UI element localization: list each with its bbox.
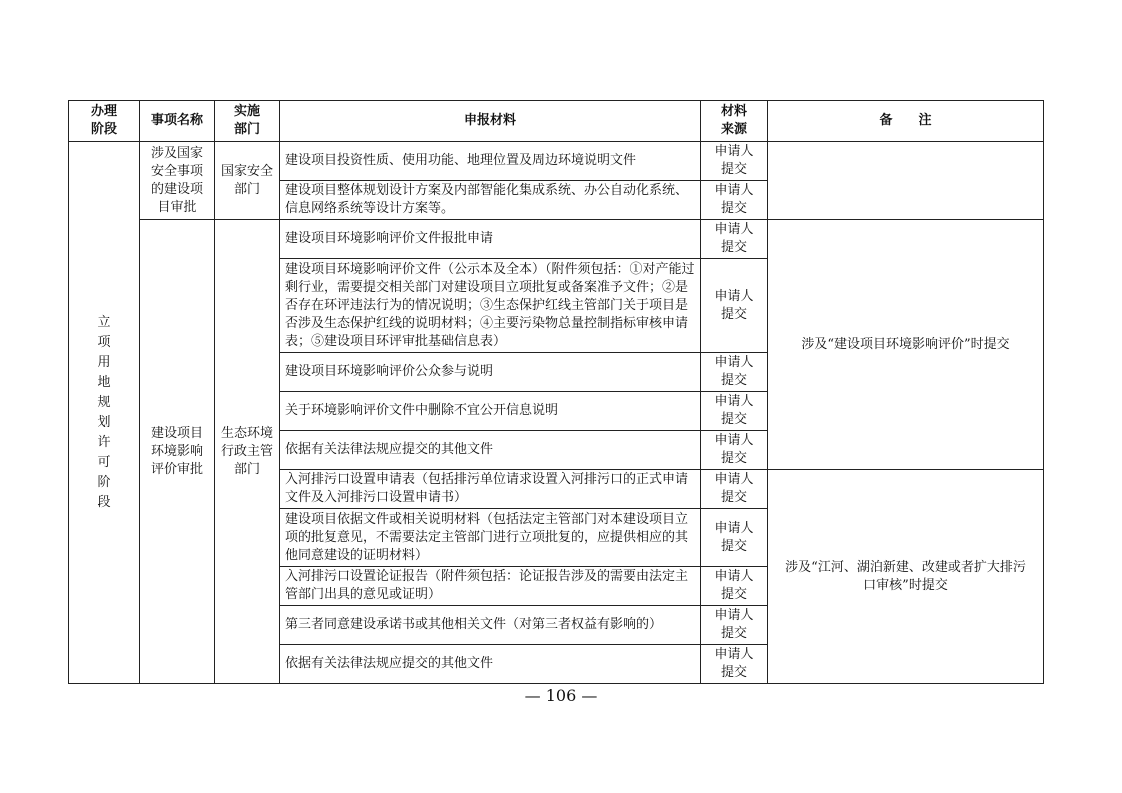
materials-table (68, 100, 1044, 684)
material-cell: 依据有关法律法规应提交的其他文件 (280, 431, 701, 470)
dept-cell-national-security: 国家安全部门 (215, 142, 280, 220)
table-row (69, 220, 1044, 259)
material-cell: 建设项目环境影响评价文件（公示本及全本）（附件须包括：①对产能过剩行业，需要提交相关部门对建设项目立项批复或备案准予文件；②是否存在环评违法行为的情况说明；③生态保护红线主管部门关于项目是否涉及生态保护红线的说明材料；④主要污染物总量控制指标审核申请表；⑤建设项目环评审批基础信息表） (280, 259, 701, 353)
header-row (69, 101, 1044, 142)
page-number: — 106 — (524, 686, 598, 705)
source-cell: 申请人 提交 (701, 392, 768, 431)
source-cell: 申请人 提交 (701, 142, 768, 181)
item-cell-national-security: 涉及国家安全事项的建设项目审批 (140, 142, 215, 220)
source-cell: 申请人 提交 (701, 353, 768, 392)
material-cell: 第三者同意建设承诺书或其他相关文件（对第三者权益有影响的） (280, 606, 701, 645)
material-cell: 建设项目环境影响评价文件报批申请 (280, 220, 701, 259)
item-cell-eia: 建设项目环境影响评价审批 (140, 220, 215, 684)
header-stage: 办理 阶段 (69, 101, 140, 142)
material-cell: 依据有关法律法规应提交的其他文件 (280, 645, 701, 684)
header-source: 材料 来源 (701, 101, 768, 142)
source-cell: 申请人 提交 (701, 645, 768, 684)
stage-cell: 立项 用地 规划 许可 阶段 (69, 142, 140, 684)
material-cell: 入河排污口设置论证报告（附件须包括：论证报告涉及的需要由法定主管部门出具的意见或证明） (280, 567, 701, 606)
material-cell: 建设项目环境影响评价公众参与说明 (280, 353, 701, 392)
header-dept: 实施 部门 (215, 101, 280, 142)
remark-cell-empty (768, 142, 1044, 220)
material-cell: 建设项目依据文件或相关说明材料（包括法定主管部门对本建设项目立项的批复意见，不需要法定主管部门进行立项批复的，应提供相应的其他同意建设的证明材料） (280, 509, 701, 567)
source-cell: 申请人 提交 (701, 470, 768, 509)
material-cell: 建设项目整体规划设计方案及内部智能化集成系统、办公自动化系统、信息网络系统等设计方案等。 (280, 181, 701, 220)
table-row (69, 142, 1044, 181)
material-cell: 关于环境影响评价文件中删除不宜公开信息说明 (280, 392, 701, 431)
source-cell: 申请人 提交 (701, 220, 768, 259)
source-cell: 申请人 提交 (701, 431, 768, 470)
source-cell: 申请人 提交 (701, 567, 768, 606)
material-cell: 入河排污口设置申请表（包括排污单位请求设置入河排污口的正式申请文件及入河排污口设置申请书） (280, 470, 701, 509)
source-cell: 申请人 提交 (701, 181, 768, 220)
remark-cell-eia: 涉及“建设项目环境影响评价”时提交 (768, 220, 1044, 470)
source-cell: 申请人 提交 (701, 259, 768, 353)
source-cell: 申请人 提交 (701, 509, 768, 567)
header-remark: 备 注 (768, 101, 1044, 142)
source-cell: 申请人 提交 (701, 606, 768, 645)
header-material: 申报材料 (280, 101, 701, 142)
material-cell: 建设项目投资性质、使用功能、地理位置及周边环境说明文件 (280, 142, 701, 181)
header-item: 事项名称 (140, 101, 215, 142)
remark-cell-outfall: 涉及“江河、湖泊新建、改建或者扩大排污口审核”时提交 (768, 470, 1044, 684)
dept-cell-eia: 生态环境行政主管部门 (215, 220, 280, 684)
